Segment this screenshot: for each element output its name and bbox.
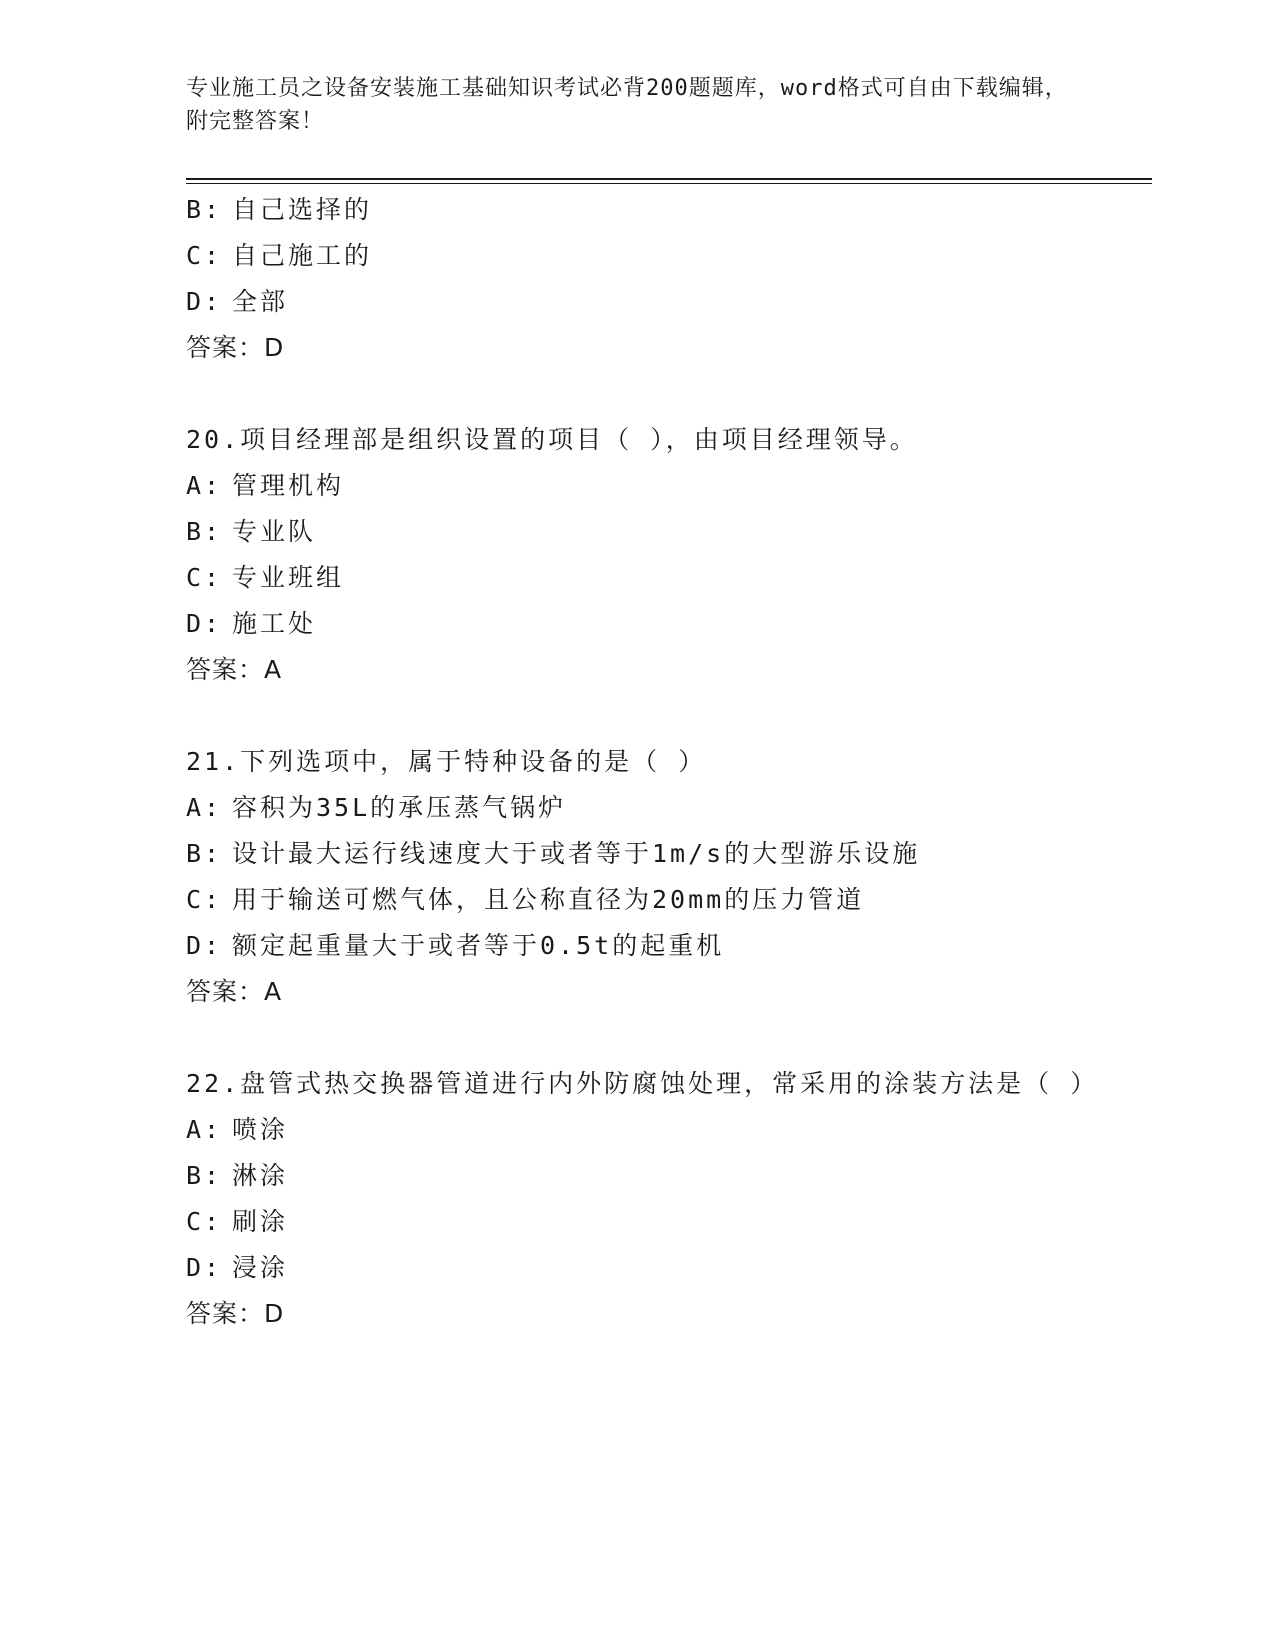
- option-a: A: 喷涂: [186, 1115, 289, 1144]
- option-a: A: 容积为35L的承压蒸气锅炉: [186, 793, 567, 822]
- document-title: 专业施工员之设备安装施工基础知识考试必背200题题库，word格式可自由下载编辑，附完整答案！: [186, 76, 1068, 134]
- question-block-20: [186, 417, 1086, 693]
- option-c: C: 专业班组: [186, 563, 345, 592]
- question-block-19: [186, 187, 1086, 371]
- header-rule-thick: [186, 178, 1152, 180]
- question-stem: 20.项目经理部是组织设置的项目（ ），由项目经理领导。: [186, 425, 918, 454]
- option-c: C: 刷涂: [186, 1207, 289, 1236]
- answer-line: 答案：D: [186, 333, 285, 362]
- option-b: B: 专业队: [186, 517, 317, 546]
- option-d: D: 全部: [186, 287, 289, 316]
- question-stem: 21.下列选项中，属于特种设备的是（ ）: [186, 747, 707, 776]
- option-b: B: 设计最大运行线速度大于或者等于1m/s的大型游乐设施: [186, 839, 921, 868]
- answer-line: 答案：A: [186, 655, 283, 684]
- spacer: [186, 693, 1086, 739]
- option-d: D: 额定起重量大于或者等于0.5t的起重机: [186, 931, 725, 960]
- question-stem: 22.盘管式热交换器管道进行内外防腐蚀处理，常采用的涂装方法是（ ）: [186, 1069, 1099, 1098]
- question-block-21: [186, 739, 1086, 1015]
- question-content: [186, 187, 1099, 1337]
- answer-line: 答案：A: [186, 977, 283, 1006]
- answer-line: 答案：D: [186, 1299, 285, 1328]
- option-b: B: 淋涂: [186, 1161, 289, 1190]
- question-block-22: [186, 1061, 1099, 1337]
- document-header: [186, 72, 1086, 138]
- option-d: D: 施工处: [186, 609, 317, 638]
- header-rule-thin: [186, 183, 1152, 184]
- spacer: [186, 371, 1086, 417]
- option-c: C: 自己施工的: [186, 241, 373, 270]
- option-d: D: 浸涂: [186, 1253, 289, 1282]
- option-b: B: 自己选择的: [186, 195, 373, 224]
- option-c: C: 用于输送可燃气体，且公称直径为20mm的压力管道: [186, 885, 865, 914]
- option-a: A: 管理机构: [186, 471, 345, 500]
- spacer: [186, 1015, 1086, 1061]
